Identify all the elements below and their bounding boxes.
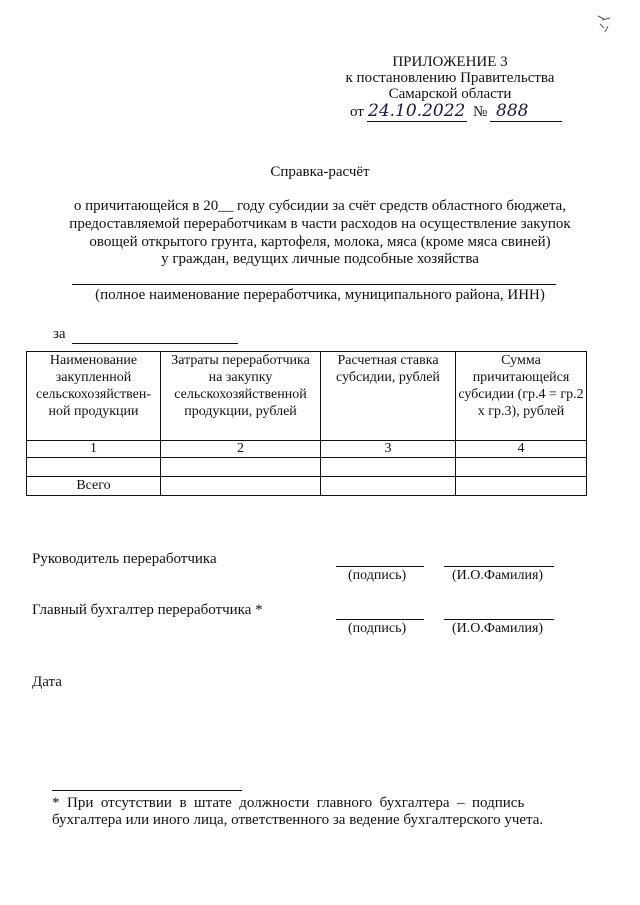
header-product: Наименование закупленной сельскохозяйствен-ной продукции	[27, 352, 161, 441]
cell-costs	[161, 458, 321, 477]
accountant-name-line	[444, 619, 554, 620]
processor-name-caption: (полное наименование переработчика, муниципального района, ИНН)	[95, 287, 545, 303]
head-signature-caption: (подпись)	[348, 568, 407, 583]
date-label: Дата	[32, 674, 62, 690]
period-line	[72, 343, 238, 344]
region-line: Самарской области	[388, 86, 512, 102]
appendix-title: ПРИЛОЖЕНИЕ 3	[392, 54, 508, 70]
number-label: №	[473, 104, 488, 120]
accountant-signature-caption: (подпись)	[348, 621, 407, 636]
header-costs: Затраты переработчика на закупку сельскохозяйственной продукции, рублей	[161, 352, 321, 441]
scan-mark	[590, 10, 620, 40]
col-number-3: 3	[321, 441, 456, 458]
cell-rate	[321, 458, 456, 477]
accountant-name-caption: (И.О.Фамилия)	[452, 621, 544, 636]
total-label: Всего	[27, 477, 161, 496]
resolution-date-number	[350, 101, 570, 126]
period-label: за	[53, 326, 66, 342]
handwritten-date: 24.10.2022	[368, 101, 466, 121]
from-label: от	[350, 104, 364, 120]
head-name-line	[444, 566, 554, 567]
subject-line-2: предоставляемой переработчикам в части расходов на осуществление закупок	[69, 216, 571, 232]
handwritten-number: 888	[496, 101, 529, 121]
total-rate	[321, 477, 456, 496]
subsidy-table	[26, 351, 587, 496]
head-signature-line	[336, 566, 424, 567]
subject-line-3: овощей открытого грунта, картофеля, молока, мяса (кроме мяса свиней)	[89, 234, 551, 250]
document-heading: Справка-расчёт	[270, 164, 370, 180]
header-rate: Расчетная ставка субсидии, рублей	[321, 352, 456, 441]
total-row	[27, 477, 587, 496]
table-row	[27, 458, 587, 477]
table-header-row	[27, 352, 587, 441]
col-number-2: 2	[161, 441, 321, 458]
accountant-signature-label: Главный бухгалтер переработчика *	[32, 602, 263, 618]
resolution-line: к постановлению Правительства	[345, 70, 555, 86]
subject-line-4: у граждан, ведущих личные подсобные хозяйства	[161, 251, 479, 267]
column-number-row	[27, 441, 587, 458]
footnote-separator	[52, 790, 242, 791]
cell-sum	[456, 458, 587, 477]
cell-product	[27, 458, 161, 477]
footnote-line-2: бухгалтера или иного лица, ответственного за ведение бухгалтерского учета.	[52, 812, 544, 828]
col-number-4: 4	[456, 441, 587, 458]
head-signature-label: Руководитель переработчика	[32, 551, 217, 567]
col-number-1: 1	[27, 441, 161, 458]
header-sum: Сумма причитающейся субсидии (гр.4 = гр.2 х гр.3), рублей	[456, 352, 587, 441]
footnote-line-1: * При отсутствии в штате должности главного бухгалтера – подпись	[52, 795, 525, 811]
processor-name-line	[72, 284, 556, 285]
accountant-signature-line	[336, 619, 424, 620]
subject-line-1: о причитающейся в 20__ году субсидии за счёт средств областного бюджета,	[73, 198, 567, 214]
head-name-caption: (И.О.Фамилия)	[452, 568, 544, 583]
total-costs	[161, 477, 321, 496]
total-sum	[456, 477, 587, 496]
